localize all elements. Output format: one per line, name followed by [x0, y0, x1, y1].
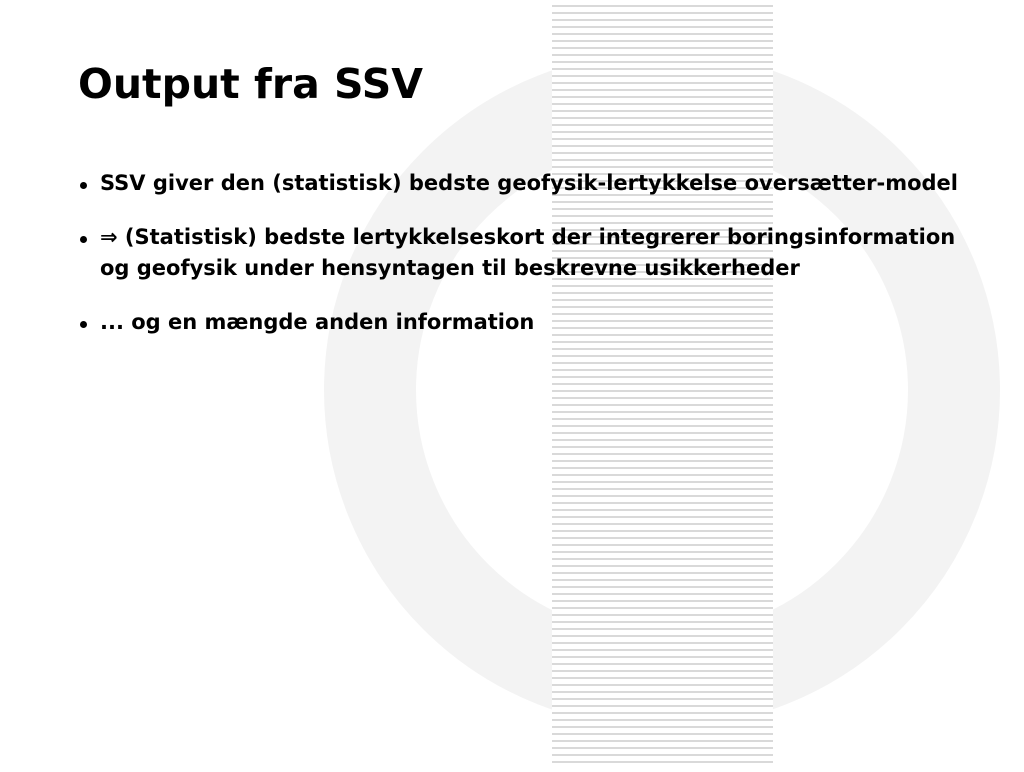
- bullet-list: [78, 168, 958, 361]
- bullet-text: SSV giver den (statistisk) bedste geofysik-lertykkelse oversætter-model: [100, 171, 958, 195]
- bullet-dot-icon: [80, 182, 87, 189]
- bullet-text: ⇒ (Statistisk) bedste lertykkelseskort der integrerer boringsinformation og geofysik under hensyntagen til beskrevne usikkerheder: [100, 225, 956, 280]
- bullet-dot-icon: [80, 321, 87, 328]
- bullet-item: [78, 168, 958, 199]
- bullet-dot-icon: [80, 236, 87, 243]
- bullet-text: ... og en mængde anden information: [100, 310, 535, 334]
- slide-title: Output fra SSV: [78, 60, 423, 108]
- bullet-item: [78, 222, 958, 284]
- bullet-item: [78, 307, 958, 338]
